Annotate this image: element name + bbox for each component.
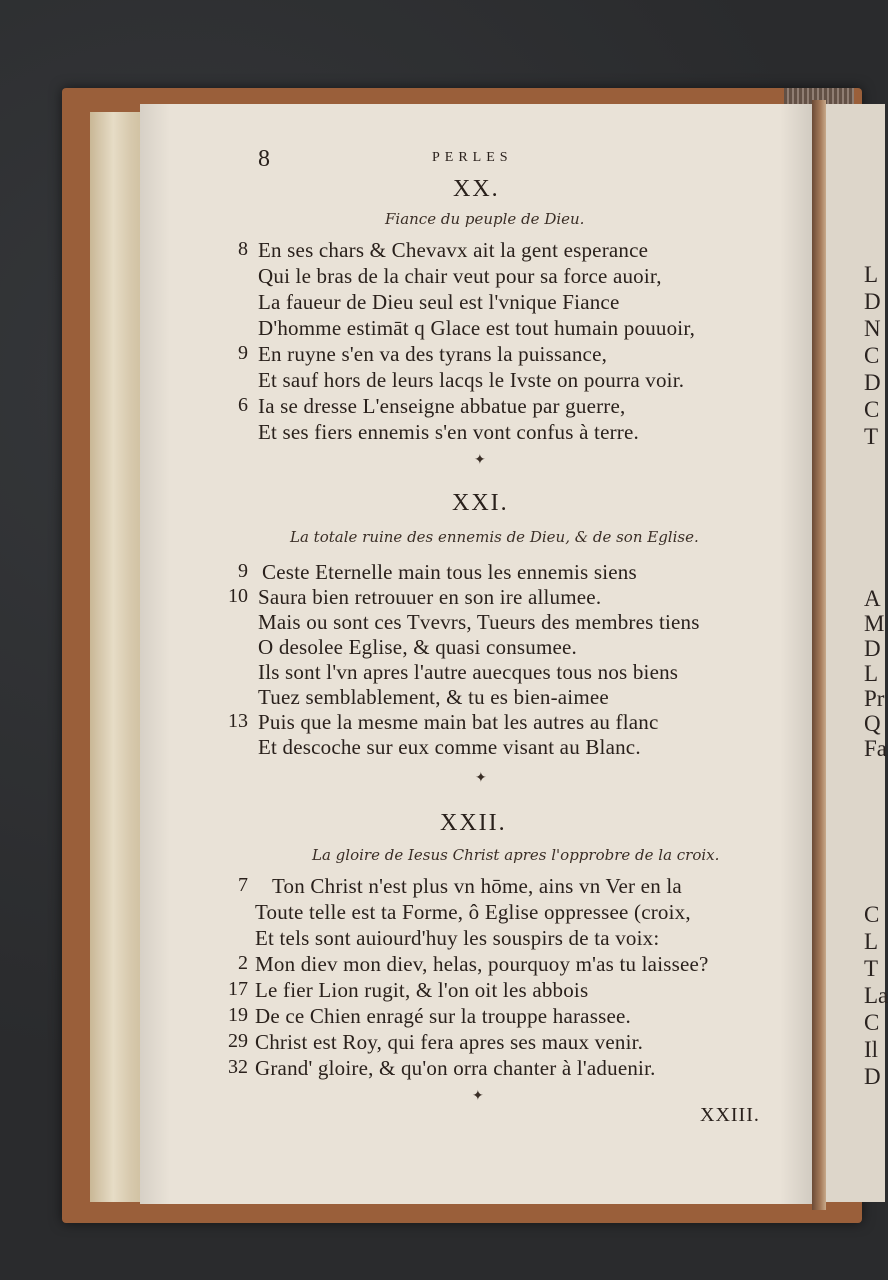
ornament-fleuron: ✦ — [475, 770, 487, 786]
verse-line: Qui le bras de la chair veut pour sa force auoir, — [258, 264, 662, 288]
facing-page-letter: L — [864, 262, 879, 287]
verse-line: Et tels sont auiourd'huy les souspirs de ta voix: — [255, 926, 660, 950]
facing-page-letter: Fa — [864, 736, 887, 761]
verse-line: Ils sont l'vn apres l'autre auecques tous nos biens — [258, 660, 679, 684]
facing-page-letter: L — [864, 929, 879, 954]
verse-line: D'homme estimāt q Glace est tout humain pouuoir, — [258, 316, 696, 340]
facing-page — [826, 104, 888, 1202]
ornament-fleuron: ✦ — [472, 1088, 484, 1104]
verse-line: Ceste Eternelle main tous les ennemis siens — [262, 560, 637, 584]
verse-line: Toute telle est ta Forme, ô Eglise oppressee (croix, — [255, 900, 691, 924]
facing-page-letter: T — [864, 424, 879, 449]
verse-line: Et sauf hors de leurs lacqs le Ivste on pourra voir. — [258, 368, 685, 392]
facing-page-letter: C — [864, 343, 880, 368]
facing-page-letter: D — [864, 289, 881, 314]
facing-page-letter: D — [864, 636, 881, 661]
verse-line: Grand' gloire, & qu'on orra chanter à l'aduenir. — [255, 1056, 656, 1080]
facing-page-letter: L — [864, 661, 879, 686]
facing-page-letter: C — [864, 397, 880, 422]
verse-line: Saura bien retrouuer en son ire allumee. — [258, 585, 602, 609]
facing-page-letter: C — [864, 1010, 880, 1035]
facing-page-letter: D — [864, 1064, 881, 1089]
verse-line: Mon diev mon diev, helas, pourquoy m'as tu laissee? — [255, 952, 709, 976]
verse-number: 2 — [238, 952, 248, 974]
verse-line: Le fier Lion rugit, & l'on oit les abbois — [255, 978, 589, 1002]
facing-page-letter: M — [864, 611, 885, 636]
verse-line: Mais ou sont ces Tvevrs, Tueurs des membres tiens — [258, 610, 700, 634]
verse-number: 7 — [238, 874, 248, 896]
verse-line: Christ est Roy, qui fera apres ses maux venir. — [255, 1030, 644, 1054]
facing-page-letter: T — [864, 956, 879, 981]
verse-line: Ton Christ n'est plus vn hōme, ains vn Ver en la — [272, 874, 682, 898]
verse-line: Ia se dresse L'enseigne abbatue par guerre, — [258, 394, 626, 418]
facing-page-letter: D — [864, 370, 881, 395]
page-number: 8 — [258, 146, 270, 172]
facing-page-letter: Q — [864, 711, 881, 736]
verse-line: Tuez semblablement, & tu es bien-aimee — [258, 685, 609, 709]
verse-number: 8 — [238, 238, 248, 260]
verse-line: De ce Chien enragé sur la trouppe harassee. — [255, 1004, 631, 1028]
facing-page-letter: La — [864, 983, 888, 1008]
section-title: XXII. — [440, 810, 507, 836]
facing-page-letter: A — [864, 586, 881, 611]
verse-line: Puis que la mesme main bat les autres au flanc — [258, 710, 659, 734]
verse-line: En ses chars & Chevavx ait la gent esperance — [258, 238, 649, 262]
verse-line: Et ses fiers ennemis s'en vont confus à terre. — [258, 420, 639, 444]
running-head: PERLES — [432, 150, 513, 165]
verse-number: 9 — [238, 560, 248, 582]
facing-page-letter: Pr — [864, 686, 885, 711]
verse-line: La faueur de Dieu seul est l'vnique Fiance — [258, 290, 620, 314]
section-title: XX. — [453, 176, 500, 202]
verse-number: 19 — [228, 1004, 248, 1026]
verse-number: 6 — [238, 394, 248, 416]
facing-page-letter: N — [864, 316, 881, 341]
section-subtitle: La totale ruine des ennemis de Dieu, & de son Eglise. — [290, 528, 699, 546]
verse-number: 10 — [228, 585, 248, 607]
facing-page-letter: Il — [864, 1037, 879, 1062]
section-title: XXI. — [452, 490, 509, 516]
catchword: XXIII. — [700, 1104, 760, 1126]
section-subtitle: Fiance du peuple de Dieu. — [385, 210, 585, 228]
verse-line: En ruyne s'en va des tyrans la puissance, — [258, 342, 608, 366]
ornament-fleuron: ✦ — [474, 452, 486, 468]
facing-page-letter: C — [864, 902, 880, 927]
section-subtitle: La gloire de Iesus Christ apres l'opprobre de la croix. — [312, 846, 720, 864]
verse-number: 17 — [228, 978, 248, 1000]
book-gutter — [812, 100, 826, 1210]
verse-number: 9 — [238, 342, 248, 364]
verse-number: 13 — [228, 710, 248, 732]
verse-number: 29 — [228, 1030, 248, 1052]
verse-line: Et descoche sur eux comme visant au Blanc. — [258, 735, 641, 759]
verse-line: O desolee Eglise, & quasi consumee. — [258, 635, 578, 659]
verse-number: 32 — [228, 1056, 248, 1078]
